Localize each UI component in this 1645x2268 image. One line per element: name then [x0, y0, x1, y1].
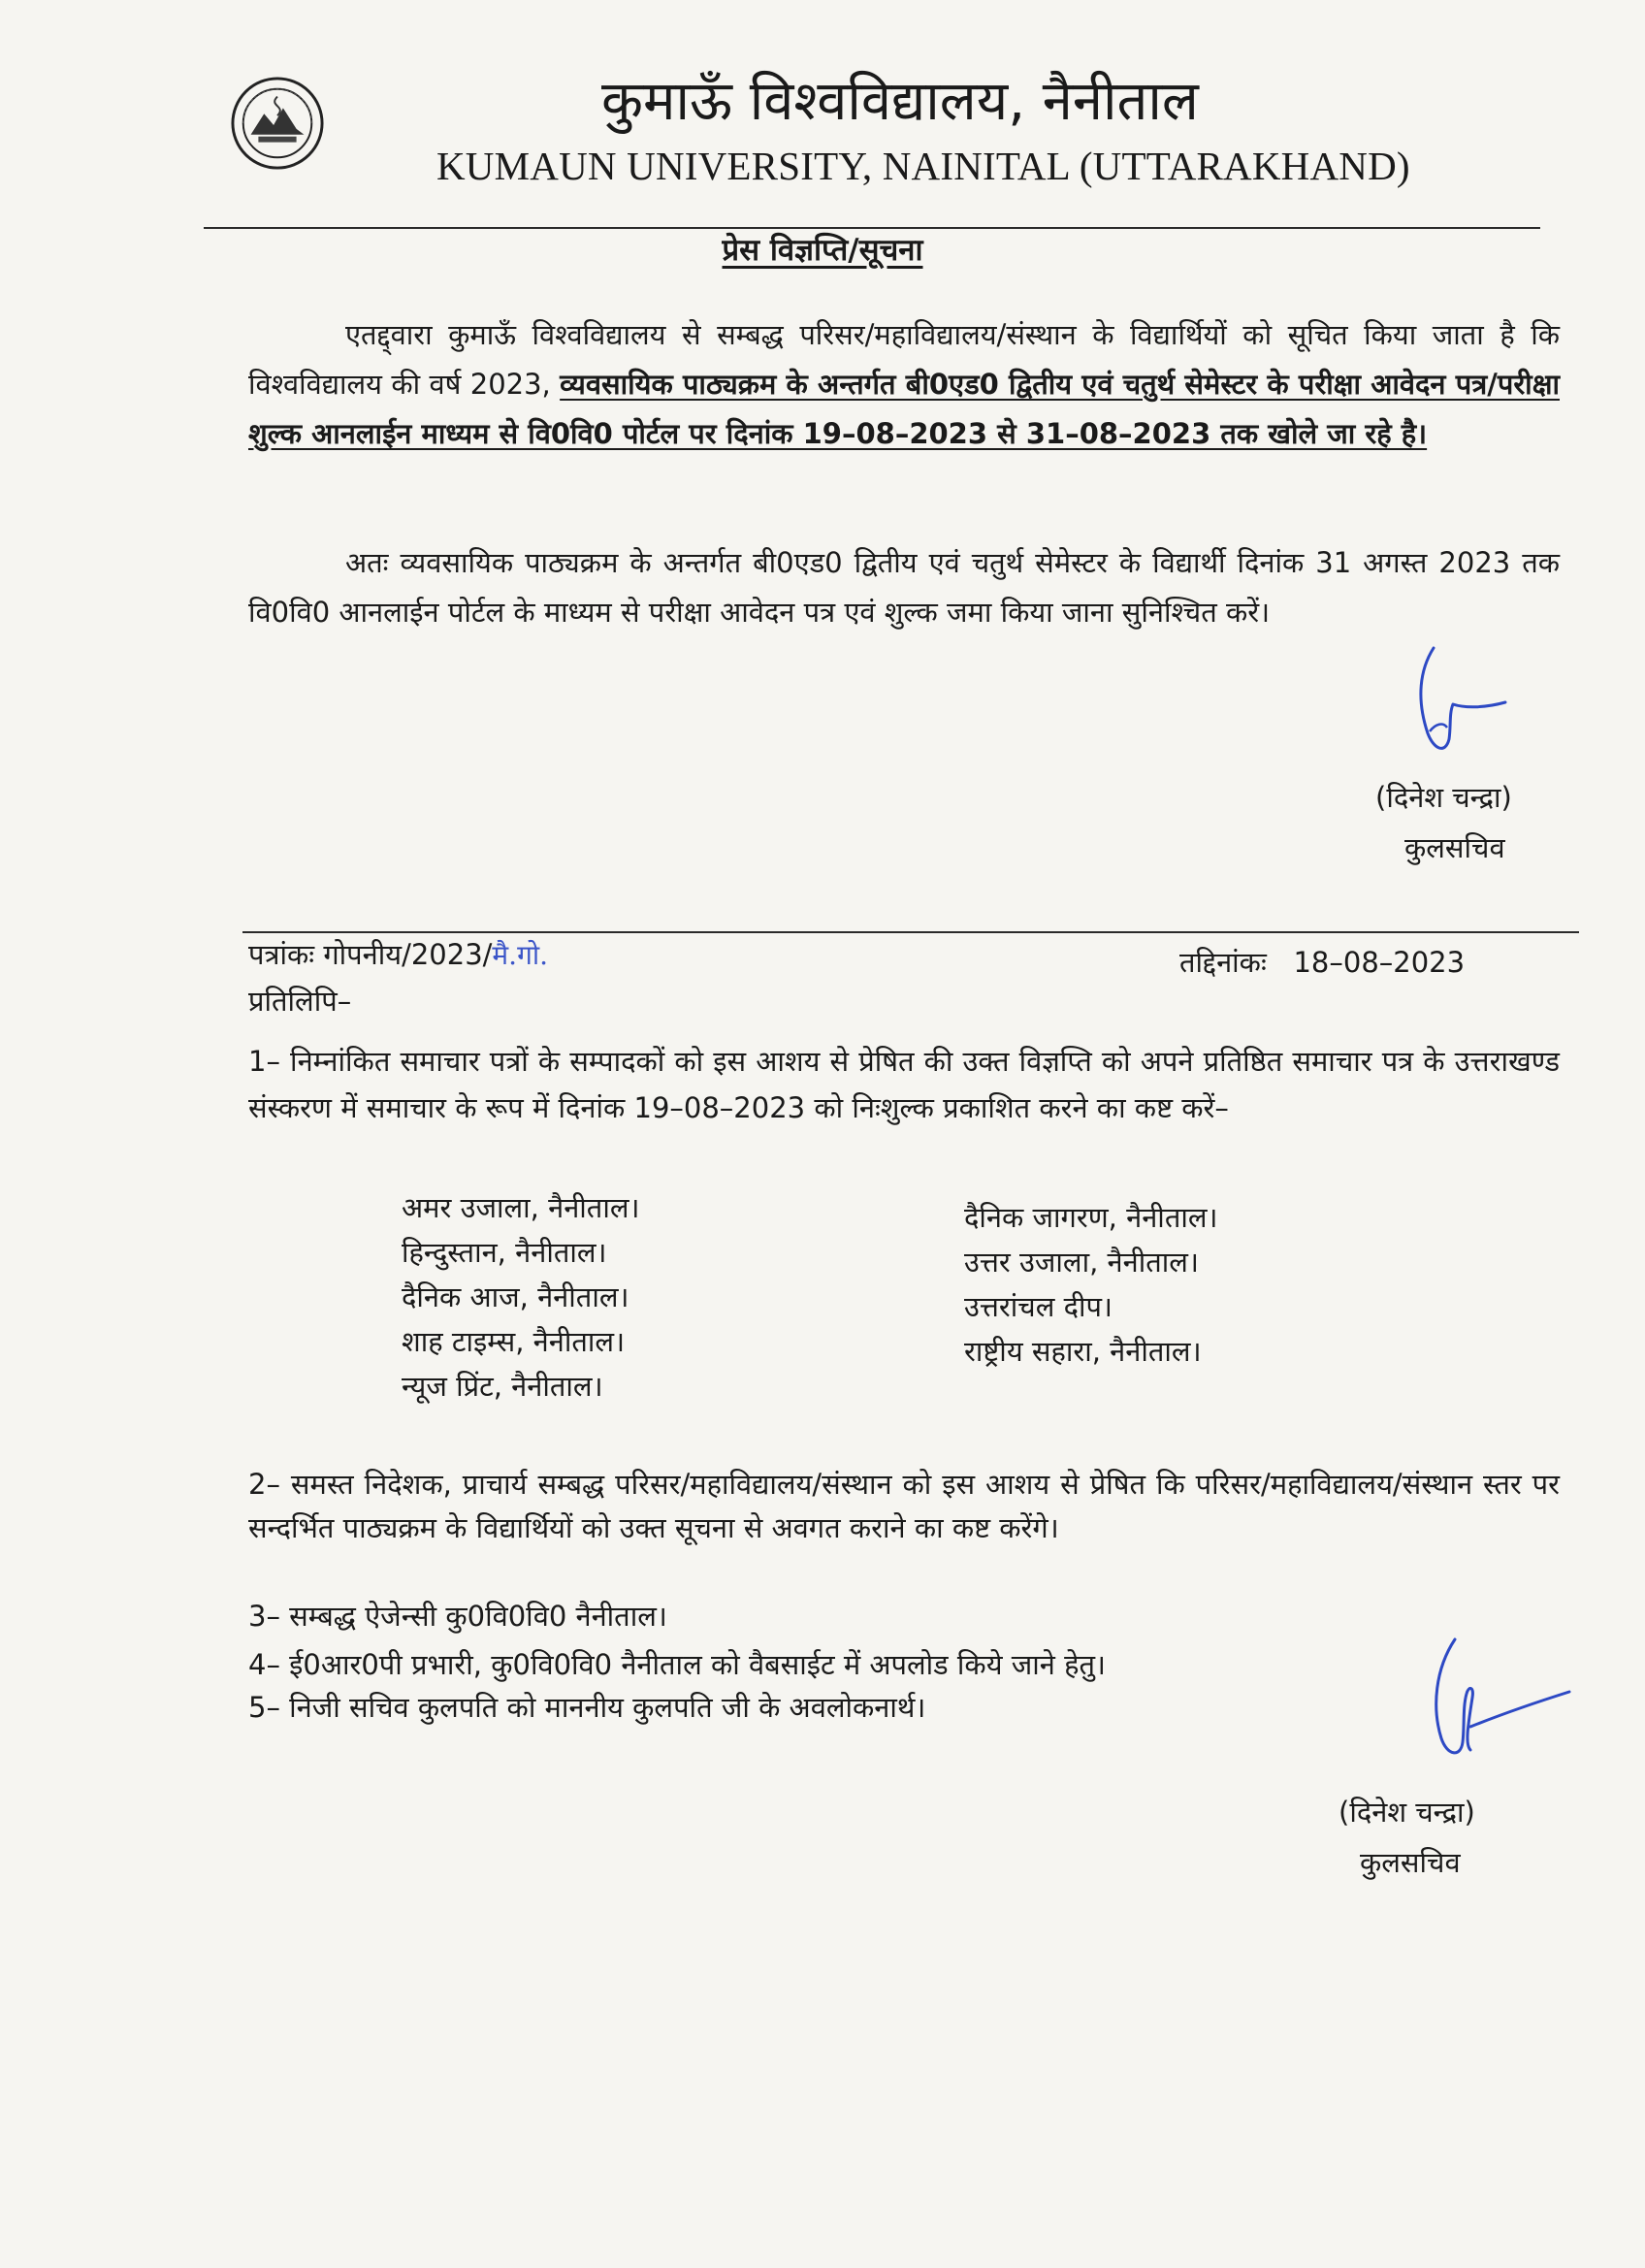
newspaper-list-left: [402, 1185, 640, 1409]
newspaper-item: दैनिक जागरण, नैनीताल।: [964, 1201, 1218, 1234]
newspaper-item: हिन्दुस्तान, नैनीताल।: [402, 1236, 607, 1269]
newspaper-item: शाह टाइम्स, नैनीताल।: [402, 1325, 626, 1358]
university-title-english: KUMAUN UNIVERSITY, NAINITAL (UTTARAKHAND): [436, 144, 1410, 188]
copy-item-5: 5– निजी सचिव कुलपति को माननीय कुलपति जी के अवलोकनार्थ।: [248, 1691, 926, 1724]
reference-date: तद्दिनांकः 18–08–2023: [1179, 946, 1466, 979]
newspaper-item: राष्ट्रीय सहारा, नैनीताल।: [964, 1335, 1202, 1368]
copy-item-4: 4– ई0आर0पी प्रभारी, कु0वि0वि0 नैनीताल को वैबसाईट में अपलोड किये जाने हेतु।: [248, 1648, 1107, 1681]
reference-number-text: पत्रांकः गोपनीय/2023/: [248, 938, 493, 971]
signature-1-handwritten: [1397, 640, 1542, 780]
reference-handwritten: मै.गो.: [492, 939, 548, 971]
notice-paragraph-2-text: अतः व्यवसायिक पाठ्यक्रम के अन्तर्गत बी0एड0 द्वितीय एवं चतुर्थ सेमेस्टर के विद्यार्थी दिनांक 31 अगस्त 2023 तक वि0वि0 आनलाईन पोर्टल के माध्यम से परीक्षा आवेदन पत्र एवं शुल्क जमा किया जाना सुनिश्चित करें।: [248, 546, 1560, 629]
copy-item-3: 3– सम्बद्ध ऐजेन्सी कु0वि0वि0 नैनीताल।: [248, 1600, 667, 1633]
notice-paragraph-1: [248, 310, 1560, 459]
signature-2-handwritten: [1406, 1630, 1581, 1789]
notice-paragraph-2: [248, 538, 1560, 637]
newspaper-item: दैनिक आज, नैनीताल।: [402, 1280, 629, 1313]
notice-paragraph-1-highlight: व्यवसायिक पाठ्यक्रम के अन्तर्गत बी0एड0 द्वितीय एवं चतुर्थ सेमेस्टर के परीक्षा आवेदन पत्र/परीक्षा शुल्क आनलाईन माध्यम से वि0वि0 पोर्टल पर दिनांक 19–08–2023 से 31–08–2023 तक खोले जा रहे है।: [248, 368, 1560, 450]
university-title-hindi: कुमाऊँ विश्वविद्यालय, नैनीताल: [601, 70, 1199, 133]
newspaper-list-right: [964, 1195, 1218, 1374]
signature-2-name: (दिनेश चन्द्रा): [1339, 1796, 1475, 1829]
copy-item-1: 1– निम्नांकित समाचार पत्रों के सम्पादकों को इस आशय से प्रेषित की उक्त विज्ञप्ति को अपने प्रतिष्ठित समाचार पत्र के उत्तराखण्ड संस्करण में समाचार के रूप में दिनांक 19–08–2023 को निःशुल्क प्रकाशित करने का कष्ट करें–: [248, 1045, 1560, 1124]
signature-1-name: (दिनेश चन्द्रा): [1375, 781, 1512, 814]
notice-heading: [0, 229, 1645, 272]
copy-item-2: 2– समस्त निदेशक, प्राचार्य सम्बद्ध परिसर/महाविद्यालय/संस्थान को इस आशय से प्रेषित कि परिसर/महाविद्यालय/संस्थान स्तर पर सन्दर्भित पाठ्यक्रम के विद्यार्थियों को उक्त सूचना से अवगत कराने का कष्ट करेंगे।: [248, 1468, 1560, 1544]
newspaper-item: उत्तरांचल दीप।: [964, 1290, 1113, 1323]
signature-1-designation: कुलसचिव: [1404, 831, 1505, 864]
notice-paragraph-1-plain: एतद्द्वारा कुमाऊँ विश्वविद्यालय से सम्बद्ध परिसर/महाविद्यालय/संस्थान के विद्यार्थियों को सूचित किया जाता है कि विश्वविद्यालय की वर्ष 2023,: [248, 318, 1560, 401]
newspaper-item: उत्तर उजाला, नैनीताल।: [964, 1246, 1199, 1279]
signature-2-designation: कुलसचिव: [1360, 1846, 1461, 1879]
notice-heading-text: प्रेस विज्ञप्ति/सूचना: [722, 233, 923, 268]
reference-number: [248, 933, 548, 977]
copy-label: प्रतिलिपि–: [248, 985, 352, 1018]
newspaper-item: न्यूज प्रिंट, नैनीताल।: [402, 1370, 603, 1403]
newspaper-item: अमर उजाला, नैनीताल।: [402, 1191, 640, 1224]
